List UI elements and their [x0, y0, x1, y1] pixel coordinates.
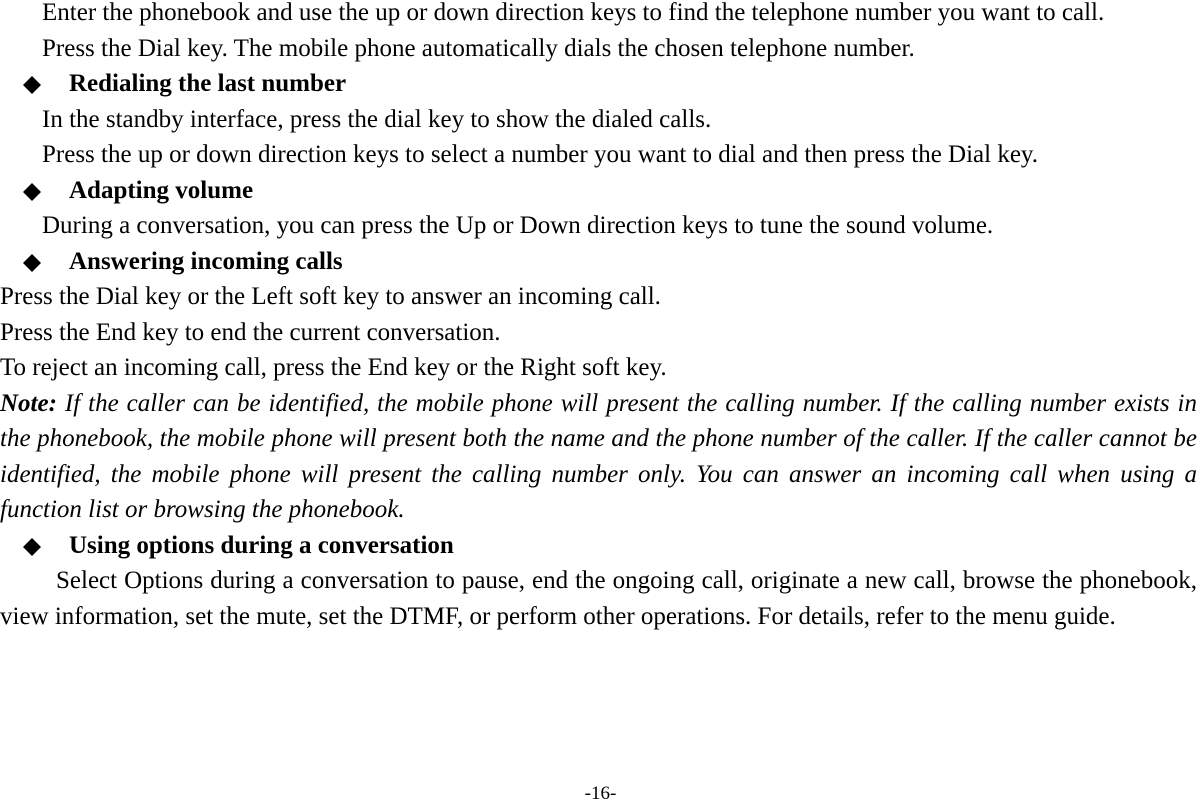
paragraph-end-call: Press the End key to end the current conversation. — [0, 318, 501, 346]
heading-using-options-text: Using options during a conversation — [69, 531, 454, 559]
paragraph-select-number: Press the up or down direction keys to select a number you want to dial and then press the Dial key. — [42, 141, 1039, 168]
black-diamond-icon — [23, 538, 41, 556]
paragraph-answer-call: Press the Dial key or the Left soft key to answer an incoming call. — [0, 283, 661, 310]
heading-answering-calls-text: Answering incoming calls — [69, 247, 343, 275]
heading-adapting-volume-text: Adapting volume — [69, 176, 254, 204]
black-diamond-icon — [23, 254, 41, 272]
paragraph-dial-key: Press the Dial key. The mobile phone automatically dials the chosen telephone number. — [42, 34, 915, 62]
note-text: If the caller can be identified, the mobile phone will present the calling number. If the calling number exists in the phonebook, the mobile phone will present both the name and the phone number of the caller. If the caller cannot be identified, the mobile phone will present the calling number only. You can answer an incoming call when using a function list or browsing the phonebook. — [0, 389, 1197, 523]
paragraph-find-number: Enter the phonebook and use the up or down direction keys to find the telephone number you want to call. — [42, 0, 1105, 26]
heading-answering-calls — [0, 244, 1197, 280]
page-number: -16- — [584, 783, 617, 804]
heading-redialing-text: Redialing the last number — [69, 70, 347, 97]
heading-using-options — [0, 528, 1197, 564]
note-label: Note: — [0, 389, 57, 417]
heading-adapting-volume — [0, 173, 1197, 209]
paragraph-reject-call: To reject an incoming call, press the End key or the Right soft key. — [0, 354, 667, 381]
note-paragraph — [0, 386, 1197, 528]
black-diamond-icon — [23, 183, 41, 201]
paragraph-volume: During a conversation, you can press the Up or Down direction keys to tune the sound volume. — [42, 212, 994, 239]
paragraph-standby-dial: In the standby interface, press the dial key to show the dialed calls. — [42, 105, 712, 133]
black-diamond-icon — [23, 76, 41, 94]
paragraph-options: Select Options during a conversation to pause, end the ongoing call, originate a new call, browse the phonebook, view information, set the mute, set the DTMF, or perform other operations. For details, refer to the menu guide. — [0, 567, 1197, 630]
heading-redialing — [0, 66, 1197, 102]
